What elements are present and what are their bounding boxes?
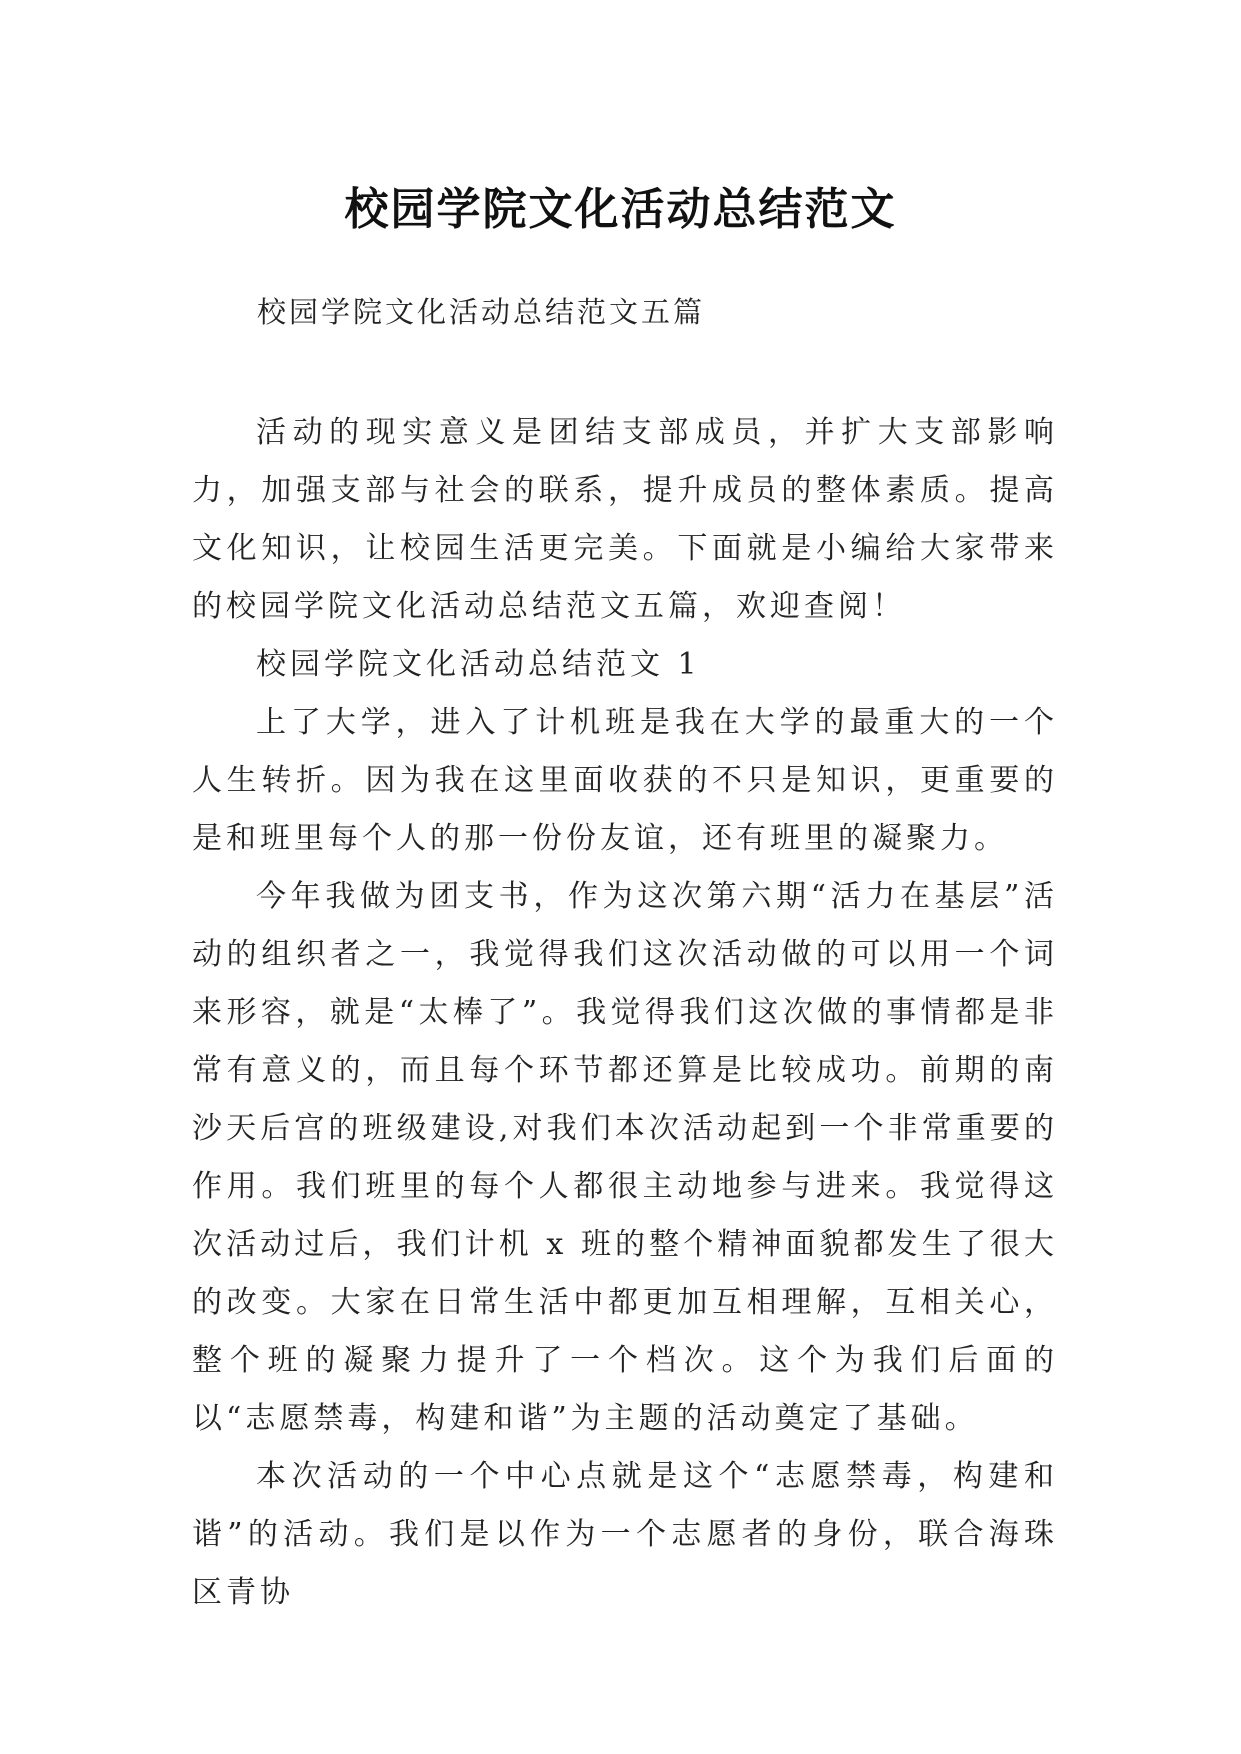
- document-title: 校园学院文化活动总结范文: [344, 184, 897, 236]
- intro-paragraph: 活动的现实意义是团结支部成员，并扩大支部影响力，加强支部与社会的联系，提升成员的整体素质。提高文化知识，让校园生活更完美。下面就是小编给大家带来的校园学院文化活动总结范文五篇，欢迎查阅！: [192, 415, 1058, 624]
- body-paragraph: 今年我做为团支书，作为这次第六期“活力在基层”活动的组织者之一，我觉得我们这次活动做的可以用一个词来形容，就是“太棒了”。我觉得我们这次做的事情都是非常有意义的，而且每个环节都还算是比较成功。前期的南沙天后宫的班级建设,对我们本次活动起到一个非常重要的作用。我们班里的每个人都很主动地参与进来。我觉得这次活动过后，我们计机 x 班的整个精神面貌都发生了很大的改变。大家在日常生活中都更加互相理解，互相关心，整个班的凝聚力提升了一个档次。这个为我们后面的以“志愿禁毒，构建和谐”为主题的活动奠定了基础。: [192, 879, 1058, 1436]
- body-paragraph: 上了大学，进入了计机班是我在大学的最重大的一个人生转折。因为我在这里面收获的不只是知识，更重要的是和班里每个人的那一份份友谊，还有班里的凝聚力。: [192, 705, 1058, 856]
- document-body: [192, 404, 1058, 1622]
- section-heading: 校园学院文化活动总结范文 1: [256, 647, 701, 682]
- body-paragraph: 本次活动的一个中心点就是这个“志愿禁毒，构建和谐”的活动。我们是以作为一个志愿者的身份，联合海珠区青协: [192, 1459, 1058, 1610]
- document-subtitle: 校园学院文化活动总结范文五篇: [257, 295, 706, 329]
